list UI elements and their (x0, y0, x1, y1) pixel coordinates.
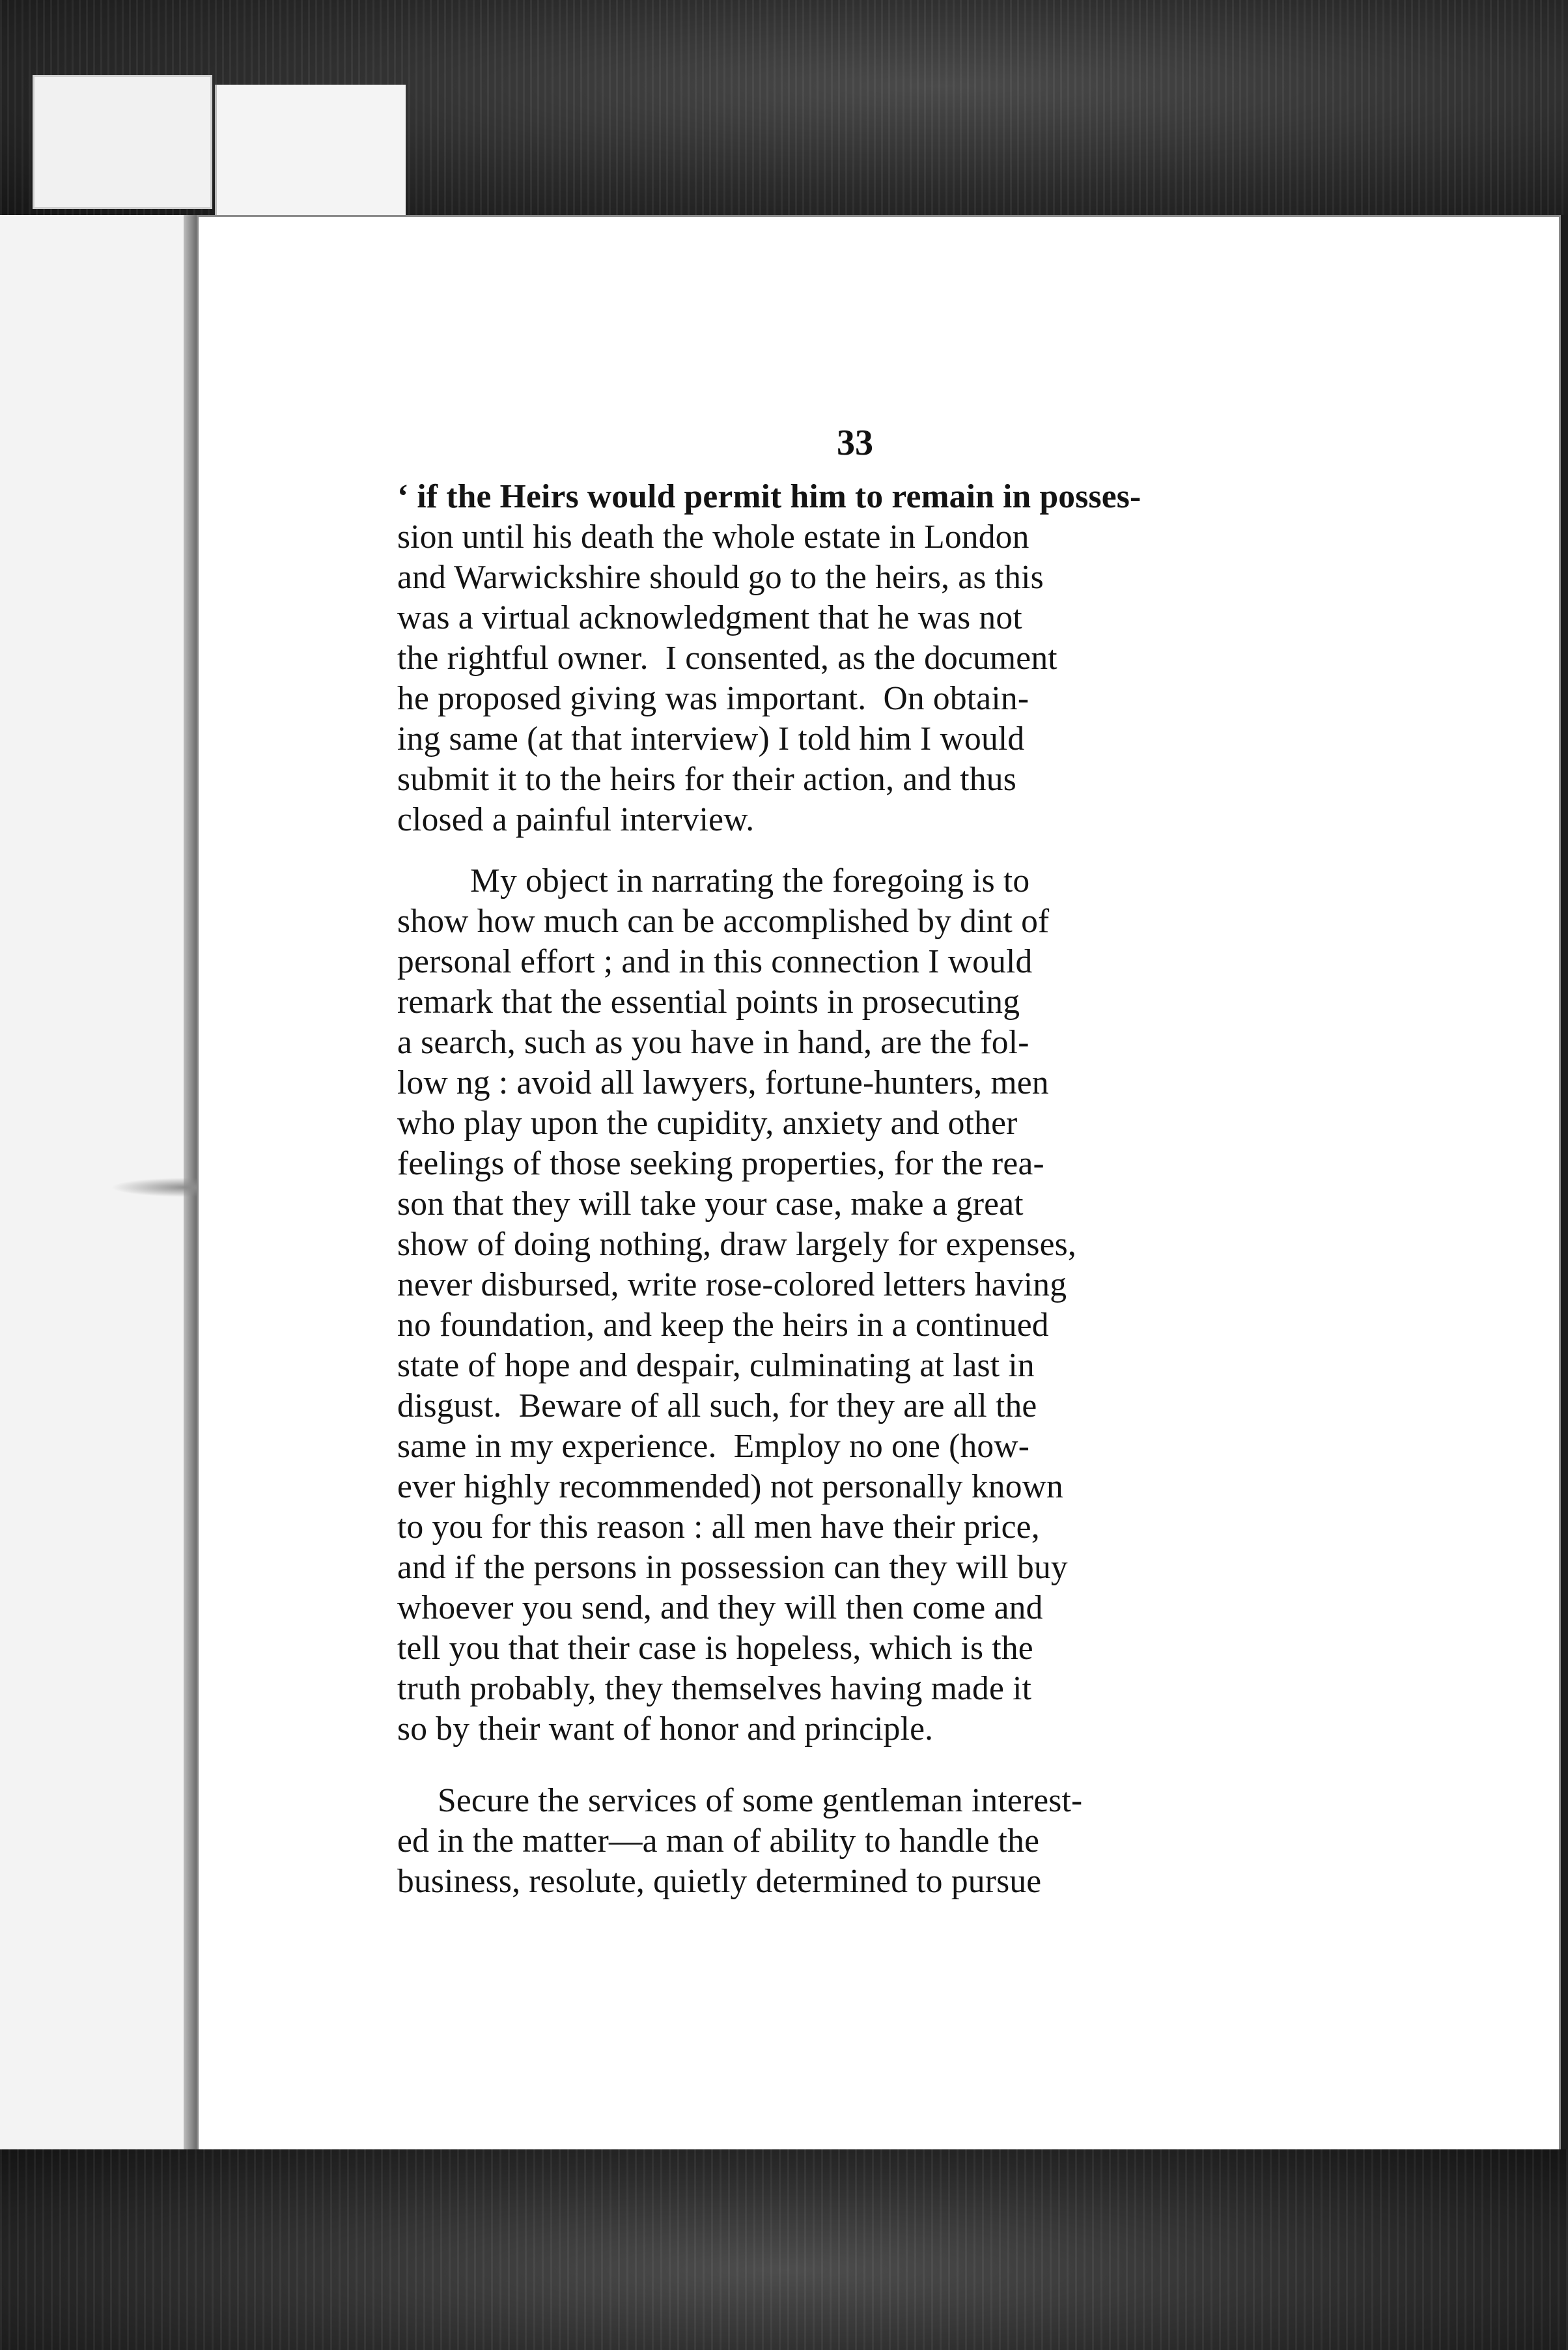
text-line: and if the persons in possession can they will buy (397, 1549, 1068, 1586)
text-line: low ng : avoid all lawyers, fortune-hunters, men (397, 1064, 1049, 1101)
text-line: the rightful owner. I consented, as the document (397, 640, 1057, 677)
body-text (397, 477, 1328, 1902)
text-line: feelings of those seeking properties, for the rea- (397, 1145, 1044, 1182)
text-line: closed a painful interview. (397, 801, 755, 838)
paragraph-gap (397, 840, 1328, 861)
text-line: personal effort ; and in this connection I would (397, 943, 1033, 980)
text-line: My object in narrating the foregoing is to (470, 862, 1030, 899)
text-line: submit it to the heirs for their action, and thus (397, 761, 1016, 798)
text-line: son that they will take your case, make a great (397, 1185, 1024, 1223)
text-line: sion until his death the whole estate in London (397, 518, 1029, 556)
text-line: state of hope and despair, culminating at last in (397, 1347, 1035, 1384)
text-line: he proposed giving was important. On obtain- (397, 680, 1029, 717)
text-line: ‘ if the Heirs would permit him to remain in posses- (397, 478, 1141, 515)
paragraph-gap (397, 1749, 1328, 1781)
text-line: same in my experience. Employ no one (how- (397, 1428, 1030, 1465)
text-line: show how much can be accomplished by dint of (397, 903, 1050, 940)
text-line: tell you that their case is hopeless, which is the (397, 1630, 1033, 1667)
text-line: disgust. Beware of all such, for they are all the (397, 1387, 1037, 1424)
text-line: business, resolute, quietly determined to pursue (397, 1863, 1042, 1900)
text-line: whoever you send, and they will then come and (397, 1589, 1043, 1626)
paper-tab-right (215, 85, 406, 215)
text-line: Secure the services of some gentleman interest- (438, 1782, 1083, 1819)
text-line: truth probably, they themselves having made it (397, 1670, 1032, 1707)
microfilm-bottom-band (0, 2149, 1568, 2350)
page-number: 33 (837, 423, 873, 463)
text-line: and Warwickshire should go to the heirs, as this (397, 559, 1044, 596)
text-line: so by their want of honor and principle. (397, 1710, 934, 1748)
text-line: never disbursed, write rose-colored letters having (397, 1266, 1067, 1303)
text-line: no foundation, and keep the heirs in a continued (397, 1307, 1049, 1344)
text-line: ed in the matter—a man of ability to handle the (397, 1822, 1040, 1860)
text-line: remark that the essential points in prosecuting (397, 984, 1020, 1021)
text-line: show of doing nothing, draw largely for expenses, (397, 1226, 1076, 1263)
text-line: was a virtual acknowledgment that he was not (397, 599, 1022, 636)
text-line: who play upon the cupidity, anxiety and other (397, 1105, 1018, 1142)
text-line: ever highly recommended) not personally known (397, 1468, 1063, 1505)
text-line: a search, such as you have in hand, are the fol- (397, 1024, 1029, 1061)
text-line: to you for this reason : all men have their price, (397, 1508, 1040, 1546)
paper-tab-left (33, 75, 212, 209)
text-line: ing same (at that interview) I told him I would (397, 720, 1025, 757)
